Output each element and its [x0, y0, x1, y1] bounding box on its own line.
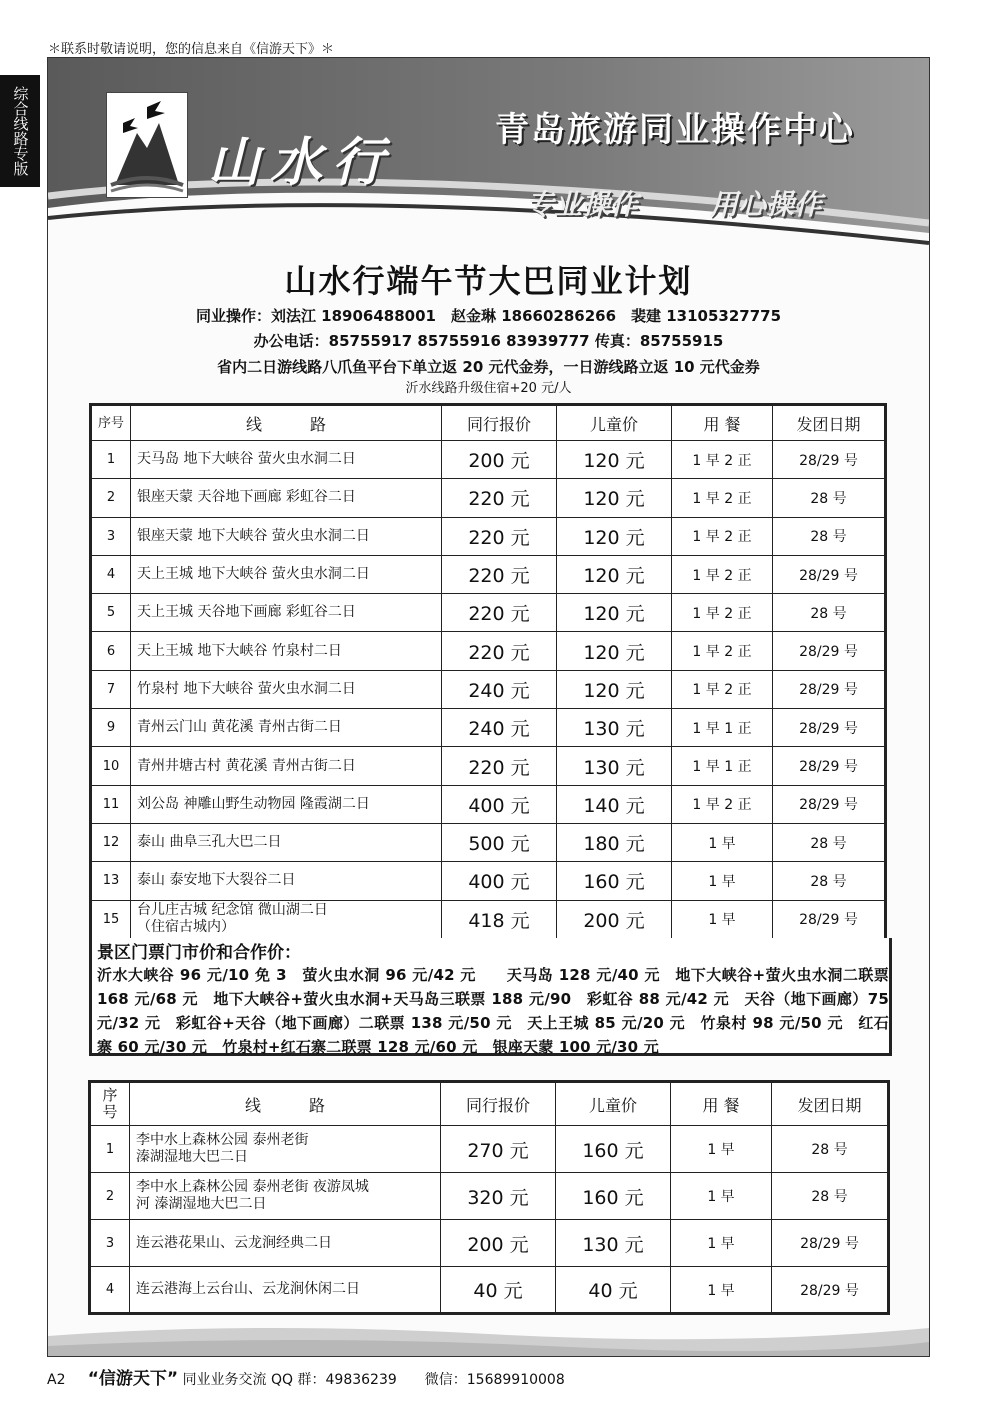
row-child-price: 120 元: [557, 670, 672, 708]
row-no: 3: [90, 1220, 130, 1267]
row-child-price: 120 元: [557, 441, 672, 479]
table-row: [91, 709, 886, 747]
row-price: 240 元: [442, 670, 557, 708]
row-route: [131, 823, 442, 861]
contact-operators: 同业操作：刘法江 18906488001 赵金琳 18660286266 裴建 13105327775: [195, 307, 782, 325]
row-no: 12: [91, 823, 131, 861]
row-price: 418 元: [442, 900, 557, 938]
row-child-price: 120 元: [557, 594, 672, 632]
row-route: [131, 555, 442, 593]
route-text: 天上王城 地下大峡谷 竹泉村二日: [137, 642, 342, 659]
table-row: [90, 1267, 889, 1314]
row-route: [130, 1220, 441, 1267]
row-meal: 1 早: [672, 823, 773, 861]
row-price: 200 元: [442, 441, 557, 479]
row-price: 500 元: [442, 823, 557, 861]
row-child-price: 40 元: [556, 1267, 671, 1314]
table-row: [91, 555, 886, 593]
row-no: 15: [91, 900, 131, 938]
row-route: [131, 517, 442, 555]
header-price: 同行报价: [441, 1082, 556, 1126]
row-date: 28/29 号: [773, 900, 886, 938]
route-table-1: [89, 403, 887, 939]
header-meal: 用 餐: [672, 405, 773, 441]
row-route: [130, 1173, 441, 1220]
row-no: 6: [91, 632, 131, 670]
row-meal: 1 早 2 正: [672, 594, 773, 632]
table-row: [91, 517, 886, 555]
row-date: 28/29 号: [773, 441, 886, 479]
row-meal: 1 早 2 正: [672, 517, 773, 555]
row-date: 28 号: [773, 517, 886, 555]
row-meal: 1 早: [671, 1220, 772, 1267]
header-date: 发团日期: [773, 405, 886, 441]
row-child-price: 120 元: [557, 555, 672, 593]
row-no: 2: [91, 479, 131, 517]
row-route: [131, 670, 442, 708]
row-meal: 1 早 2 正: [672, 670, 773, 708]
row-route: [131, 900, 442, 938]
row-date: 28 号: [773, 479, 886, 517]
row-route: [131, 479, 442, 517]
route-text-line2: 溱湖湿地大巴二日: [136, 1149, 248, 1165]
row-route: [131, 594, 442, 632]
brand-name: 山水行: [208, 132, 395, 193]
header-no: 序号: [90, 1082, 130, 1126]
route-text: 天马岛 地下大峡谷 萤火虫水洞二日: [137, 451, 356, 468]
header-banner: [48, 58, 929, 248]
row-no: 1: [90, 1126, 130, 1173]
header-no: 序号: [91, 405, 131, 441]
slogan-professional: 专业操作: [526, 188, 639, 221]
table-row: [91, 747, 886, 785]
footer-brand: “信游天下”: [87, 1369, 179, 1389]
row-price: 400 元: [442, 785, 557, 823]
row-price: 240 元: [442, 709, 557, 747]
row-meal: 1 早 2 正: [672, 441, 773, 479]
row-no: 4: [90, 1267, 130, 1314]
row-child-price: 160 元: [556, 1173, 671, 1220]
route-text: 天上王城 地下大峡谷 萤火虫水洞二日: [137, 566, 370, 583]
row-no: 11: [91, 785, 131, 823]
route-text: 刘公岛 神雕山野生动物园 隆霞湖二日: [137, 795, 370, 812]
row-meal: 1 早: [671, 1267, 772, 1314]
row-price: 220 元: [442, 747, 557, 785]
table-row: [91, 479, 886, 517]
route-text-line2: （住宿古城内）: [137, 919, 235, 936]
row-child-price: 140 元: [557, 785, 672, 823]
row-meal: 1 早: [672, 862, 773, 900]
section-side-tab: 综合线路专版: [0, 75, 40, 187]
row-child-price: 130 元: [556, 1220, 671, 1267]
header-child: 儿童价: [557, 405, 672, 441]
route-text: 李中水上森林公园 泰州老街: [136, 1132, 309, 1148]
table-header-row: [91, 405, 886, 441]
row-meal: 1 早 2 正: [672, 632, 773, 670]
header-child: 儿童价: [556, 1082, 671, 1126]
row-meal: 1 早 2 正: [672, 479, 773, 517]
row-no: 9: [91, 709, 131, 747]
route-text: 青州云门山 黄花溪 青州古街二日: [137, 719, 342, 736]
row-price: 220 元: [442, 479, 557, 517]
row-child-price: 160 元: [557, 862, 672, 900]
row-date: 28/29 号: [772, 1220, 889, 1267]
row-route: [131, 862, 442, 900]
row-no: 5: [91, 594, 131, 632]
row-child-price: 200 元: [557, 900, 672, 938]
row-date: 28/29 号: [773, 747, 886, 785]
table-row: [91, 670, 886, 708]
row-price: 220 元: [442, 517, 557, 555]
row-child-price: 120 元: [557, 632, 672, 670]
row-meal: 1 早 2 正: [672, 555, 773, 593]
row-price: 220 元: [442, 632, 557, 670]
row-date: 28 号: [773, 823, 886, 861]
row-date: 28/29 号: [773, 670, 886, 708]
ticket-prices-text: 沂水大峡谷 96 元/10 免 3 萤火虫水洞 96 元/42 元 天马岛 128 元/40 元 地下大峡谷+萤火虫水洞二联票 168 元/68 元 地下大峡谷+萤火虫水洞+天马岛三联票 188 元/90 彩虹谷 88 元/42 元 天谷（地下画廊）75 元/32 元 彩虹谷+天谷（地下画廊）二联票 138 元/50 元 天上王城 85 元/20 元 竹泉村 98 元/50 元 红石寨 60 元/30 元 竹泉村+红石寨二联票 128 元/60 元 银座天蒙 100 元/30 元: [97, 966, 889, 1056]
row-meal: 1 早 2 正: [672, 785, 773, 823]
route-table-2: [88, 1080, 890, 1315]
row-route: [131, 747, 442, 785]
header-route: 线 路: [131, 405, 442, 441]
row-no: 7: [91, 670, 131, 708]
row-price: 40 元: [441, 1267, 556, 1314]
row-price: 220 元: [442, 555, 557, 593]
header-date: 发团日期: [772, 1082, 889, 1126]
table-row: [91, 785, 886, 823]
row-date: 28/29 号: [773, 785, 886, 823]
row-child-price: 120 元: [557, 517, 672, 555]
row-child-price: 160 元: [556, 1126, 671, 1173]
top-note: ＊联系时敬请说明，您的信息来自《信游天下》＊: [48, 42, 335, 57]
row-meal: 1 早 1 正: [672, 747, 773, 785]
slogan-dedicated: 用心操作: [710, 188, 823, 221]
row-price: 200 元: [441, 1220, 556, 1267]
page-title: 山水行端午节大巴同业计划: [284, 262, 693, 300]
row-price: 320 元: [441, 1173, 556, 1220]
route-text: 银座天蒙 天谷地下画廊 彩虹谷二日: [137, 489, 356, 506]
route-text: 竹泉村 地下大峡谷 萤火虫水洞二日: [137, 680, 356, 697]
route-text: 泰山 泰安地下大裂谷二日: [137, 872, 296, 889]
promo-note: 省内二日游线路八爪鱼平台下单立返 20 元代金券，一日游线路立返 10 元代金券: [217, 358, 760, 376]
page-footer: [47, 1364, 565, 1389]
row-date: 28 号: [772, 1126, 889, 1173]
row-price: 400 元: [442, 862, 557, 900]
table-row: [91, 900, 886, 938]
row-no: 4: [91, 555, 131, 593]
center-name: 青岛旅游同业操作中心: [495, 110, 855, 150]
route-text: 天上王城 天谷地下画廊 彩虹谷二日: [137, 604, 356, 621]
row-route: [131, 709, 442, 747]
row-date: 28 号: [773, 862, 886, 900]
table-row: [90, 1220, 889, 1267]
route-text: 泰山 曲阜三孔大巴二日: [137, 834, 282, 851]
route-text: 台儿庄古城 纪念馆 微山湖二日: [137, 902, 328, 919]
ticket-prices-heading: 景区门票门市价和合作价：: [97, 943, 301, 963]
row-route: [130, 1126, 441, 1173]
route-text: 青州井塘古村 黄花溪 青州古街二日: [137, 757, 356, 774]
table-header-row: [90, 1082, 889, 1126]
route-text: 李中水上森林公园 泰州老街 夜游凤城: [136, 1179, 369, 1195]
table-row: [91, 441, 886, 479]
row-date: 28/29 号: [773, 555, 886, 593]
header-price: 同行报价: [442, 405, 557, 441]
row-price: 220 元: [442, 594, 557, 632]
row-meal: 1 早: [671, 1173, 772, 1220]
ticket-prices-box: [89, 938, 892, 1056]
page-number: A2: [47, 1372, 66, 1388]
row-no: 2: [90, 1173, 130, 1220]
route-text: 连云港海上云台山、云龙涧休闲二日: [136, 1281, 360, 1297]
row-route: [131, 632, 442, 670]
row-date: 28/29 号: [773, 632, 886, 670]
row-route: [131, 441, 442, 479]
row-date: 28/29 号: [773, 709, 886, 747]
table-row: [91, 823, 886, 861]
row-child-price: 130 元: [557, 709, 672, 747]
header-route: 线 路: [130, 1082, 441, 1126]
row-date: 28/29 号: [772, 1267, 889, 1314]
table-row: [91, 632, 886, 670]
upgrade-note: 沂水线路升级住宿+20 元/人: [405, 381, 572, 396]
bottom-wave-graphic: [48, 1316, 929, 1356]
brand-logo: [106, 92, 188, 198]
route-text: 银座天蒙 地下大峡谷 萤火虫水洞二日: [137, 527, 370, 544]
table-row: [90, 1173, 889, 1220]
row-date: 28 号: [772, 1173, 889, 1220]
row-no: 3: [91, 517, 131, 555]
row-meal: 1 早: [671, 1126, 772, 1173]
route-text-line2: 河 溱湖湿地大巴二日: [136, 1196, 267, 1212]
footer-contact: 同业业务交流 QQ 群：49836239 微信：15689910008: [182, 1372, 565, 1388]
row-child-price: 120 元: [557, 479, 672, 517]
row-child-price: 130 元: [557, 747, 672, 785]
row-no: 13: [91, 862, 131, 900]
row-no: 1: [91, 441, 131, 479]
row-meal: 1 早 1 正: [672, 709, 773, 747]
row-date: 28 号: [773, 594, 886, 632]
page-frame: [47, 57, 930, 1357]
row-no: 10: [91, 747, 131, 785]
table-row: [91, 862, 886, 900]
contact-office: 办公电话：85755917 85755916 83939777 传真：85755915: [253, 332, 724, 350]
table-row: [90, 1126, 889, 1173]
row-route: [131, 785, 442, 823]
row-route: [130, 1267, 441, 1314]
route-text: 连云港花果山、云龙涧经典二日: [136, 1234, 332, 1251]
header-meal: 用 餐: [671, 1082, 772, 1126]
row-child-price: 180 元: [557, 823, 672, 861]
table-row: [91, 594, 886, 632]
row-price: 270 元: [441, 1126, 556, 1173]
row-meal: 1 早: [672, 900, 773, 938]
